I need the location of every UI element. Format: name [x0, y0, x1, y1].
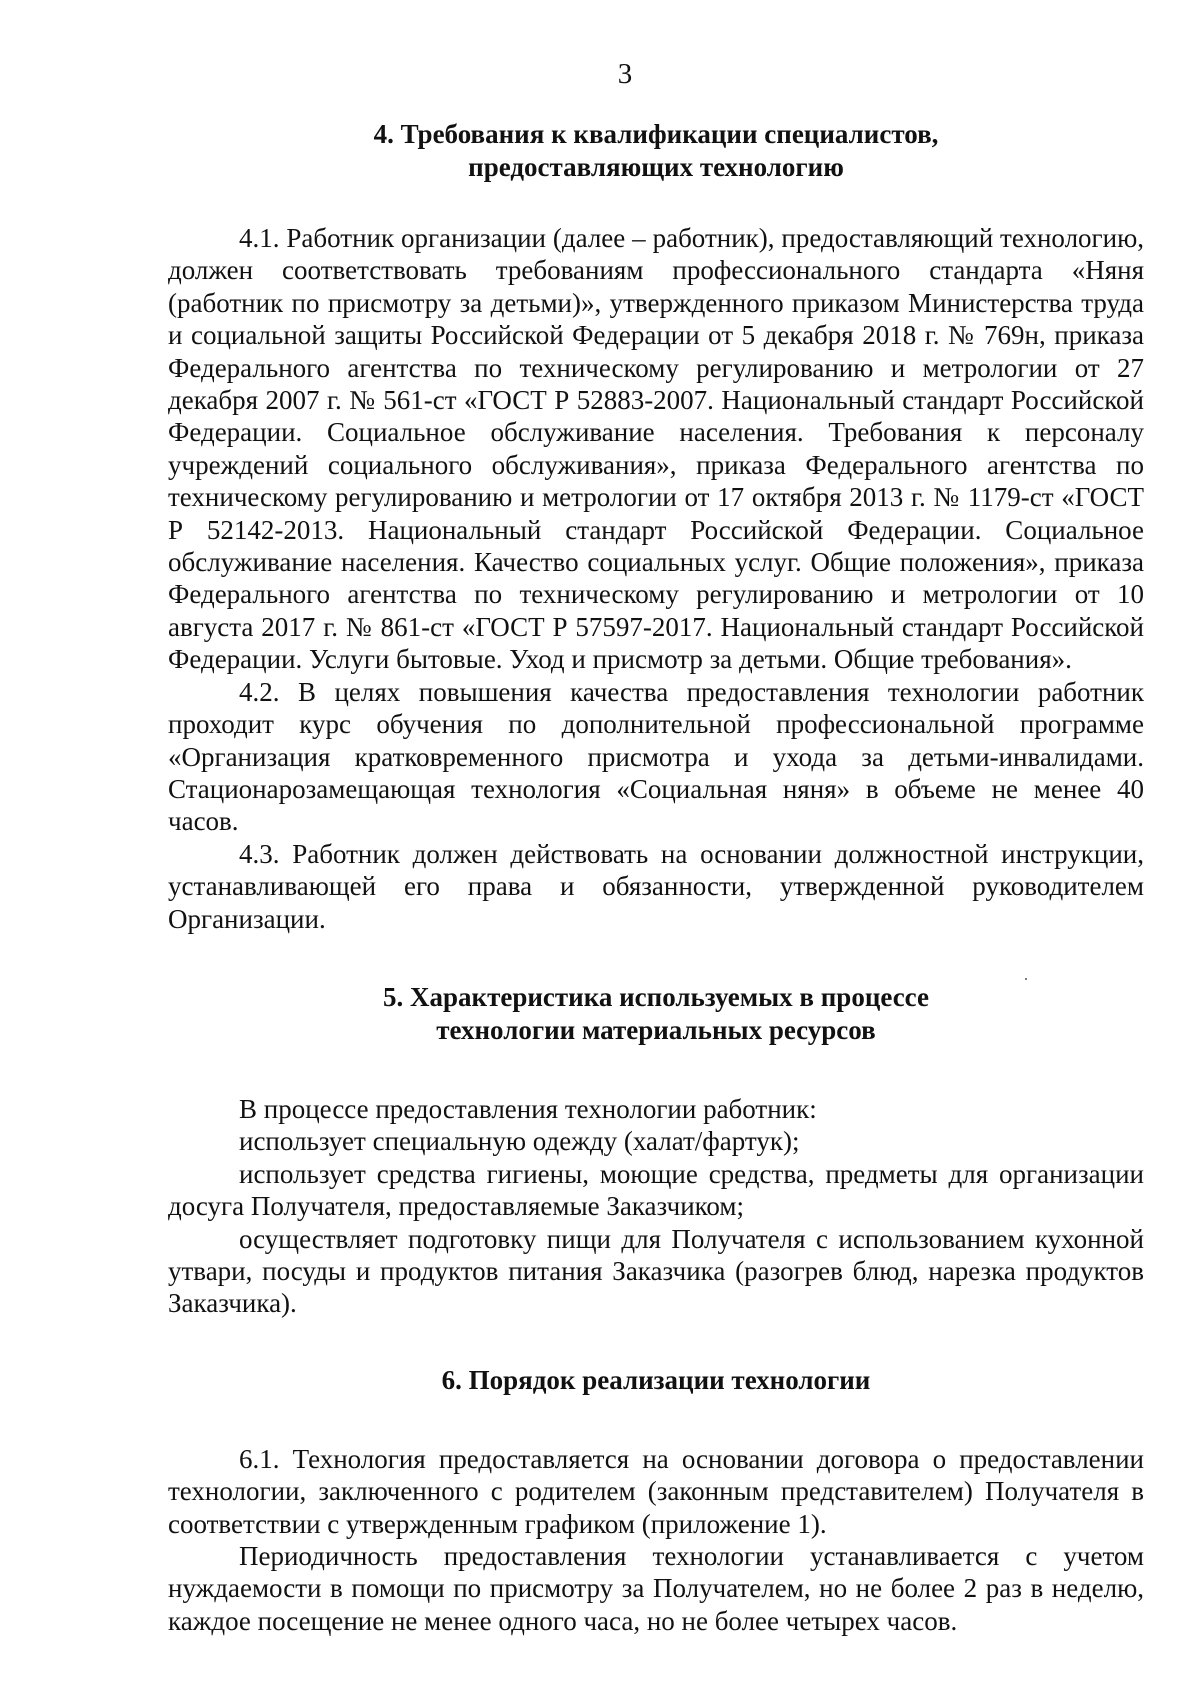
paragraph-5-intro: В процессе предоставления технологии работник:	[239, 1093, 817, 1124]
paragraph-4-1: 4.1. Работник организации (далее – работник), предоставляющий технологию, должен соответствовать требованиям профессионального стандарта «Няня (работник по присмотру за детьми)», утвержденного приказом Министерства труда и социальной защиты Российской Федерации от 5 декабря 2018 г. № 769н, приказа Федерального агентства по техническому регулированию и метрологии от 27 декабря 2007 г. № 561-ст «ГОСТ Р 52883-2007. Национальный стандарт Российской Федерации. Социальное обслуживание населения. Требования к персоналу учреждений социального обслуживания», приказа Федерального агентства по техническому регулированию и метрологии от 17 октября 2013 г. № 1179-ст «ГОСТ Р 52142-2013. Национальный стандарт Российской Федерации. Социальное обслуживание населения. Качество социальных услуг. Общие положения», приказа Федерального агентства по техническому регулированию и метрологии от 10 августа 2017 г. № 861-ст «ГОСТ Р 57597-2017. Национальный стандарт Российской Федерации. Услуги бытовые. Уход и присмотр за детьми. Общие требования».	[168, 223, 1144, 675]
section-4-title-line-1: 4. Требования к квалификации специалистов,	[373, 119, 939, 149]
spacer	[168, 184, 1144, 222]
section-6-title-line-1: 6. Порядок реализации технологии	[441, 1364, 871, 1395]
paragraph-5-hygiene: использует средства гигиены, моющие средства, предметы для организации досуга Получателя, предоставляемые Заказчиком;	[168, 1158, 1144, 1222]
section-6	[168, 1364, 1144, 1637]
paragraph-4-3: 4.3. Работник должен действовать на основании должностной инструкции, устанавливающей его права и обязанности, утвержденной руководителем Организации.	[168, 838, 1144, 934]
section-5-title	[168, 981, 1144, 1047]
section-5	[168, 981, 1144, 1320]
spacer	[168, 1320, 1144, 1364]
section-4-title-line-2: предоставляющих технологию	[468, 152, 844, 182]
spacer	[168, 1047, 1144, 1093]
paragraph-6-periodicity: Периодичность предоставления технологии устанавливается с учетом нуждаемости в помощи по присмотру за Получателем, но не более 2 раз в неделю, каждое посещение не менее одного часа, но не более четырех часов.	[168, 1541, 1144, 1636]
section-6-title	[168, 1364, 1144, 1397]
paragraph-4-2: 4.2. В целях повышения качества предоставления технологии работник проходит курс обучения по дополнительной профессиональной программе «Организация кратковременного присмотра и ухода за детьми-инвалидами. Стационарозамещающая технология «Социальная няня» в объеме не менее 40 часов.	[168, 676, 1144, 837]
paragraph-5-clothing: использует специальную одежду (халат/фартук);	[239, 1126, 800, 1157]
section-5-title-line-1: 5. Характеристика используемых в процессе	[383, 981, 929, 1012]
page-number: 3	[617, 58, 633, 90]
paragraph-6-1: 6.1. Технология предоставляется на основании договора о предоставлении технологии, заключенного с родителем (законным представителем) Получателя в соответствии с утвержденным графиком (приложение 1).	[168, 1443, 1144, 1539]
spacer	[168, 935, 1144, 981]
paragraph-5-food: осуществляет подготовку пищи для Получателя с использованием кухонной утвари, посуды и продуктов питания Заказчика (разогрев блюд, нарезка продуктов Заказчика).	[168, 1223, 1144, 1319]
section-4	[168, 118, 1144, 935]
scan-speck	[1025, 978, 1027, 980]
section-4-title	[168, 118, 1144, 184]
spacer	[168, 1397, 1144, 1443]
document-body	[168, 118, 1144, 1637]
section-5-title-line-2: технологии материальных ресурсов	[436, 1014, 876, 1045]
